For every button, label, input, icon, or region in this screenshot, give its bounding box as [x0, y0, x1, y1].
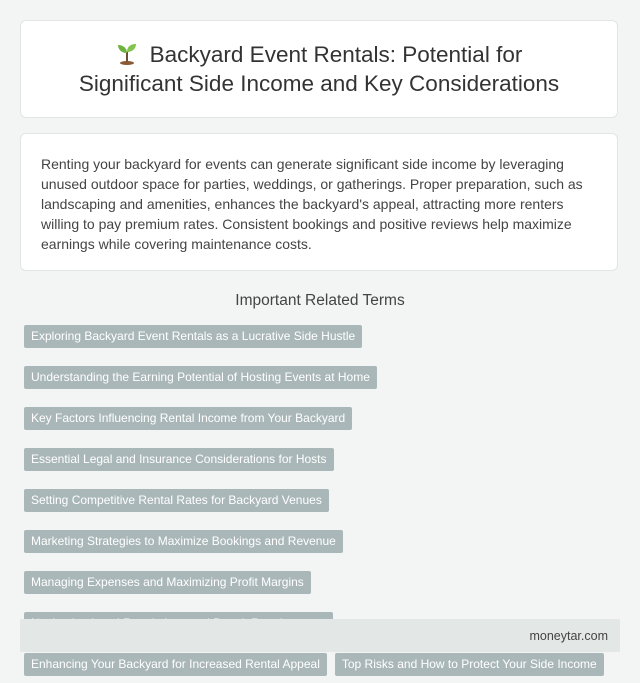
related-term-tag[interactable]: Key Factors Influencing Rental Income from Your Backyard	[24, 407, 352, 430]
seedling-icon	[116, 41, 138, 65]
related-term-tag[interactable]: Top Risks and How to Protect Your Side Income	[335, 653, 604, 676]
footer	[20, 619, 620, 652]
related-term-tag[interactable]: Exploring Backyard Event Rentals as a Lucrative Side Hustle	[24, 325, 362, 348]
page-title	[79, 40, 559, 98]
related-term-tag[interactable]: Setting Competitive Rental Rates for Backyard Venues	[24, 489, 329, 512]
related-term-tag[interactable]: Enhancing Your Backyard for Increased Rental Appeal	[24, 653, 327, 676]
footer-site-link[interactable]: moneytar.com	[529, 628, 608, 643]
related-term-tag[interactable]: Essential Legal and Insurance Considerations for Hosts	[24, 448, 334, 471]
intro-card	[20, 133, 618, 271]
title-line-2: Significant Side Income and Key Considerations	[78, 71, 560, 96]
title-line-1: Backyard Event Rentals: Potential for	[149, 42, 523, 67]
related-term-tag[interactable]: Managing Expenses and Maximizing Profit Margins	[24, 571, 311, 594]
title-card	[20, 20, 618, 118]
related-terms-heading: Important Related Terms	[235, 292, 405, 309]
related-term-tag[interactable]: Marketing Strategies to Maximize Bookings and Revenue	[24, 530, 343, 553]
related-term-tag[interactable]: Understanding the Earning Potential of Hosting Events at Home	[24, 366, 377, 389]
intro-paragraph: Renting your backyard for events can generate significant side income by leveraging unused outdoor space for parties, weddings, or gatherings. Proper preparation, such as landscaping and amenities, enhances the backyard's appeal, attracting more renters willing to pay premium rates. Consistent bookings and positive reviews help maximize earnings while covering maintenance costs.	[41, 156, 583, 252]
